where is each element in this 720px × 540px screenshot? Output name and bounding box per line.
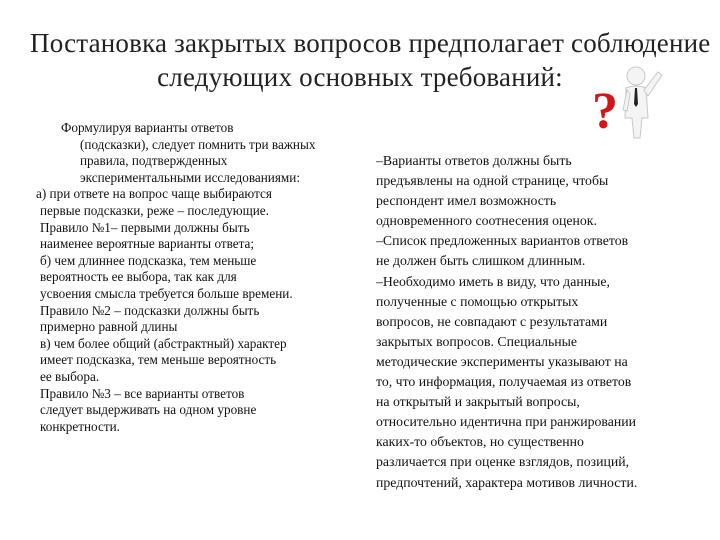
slide-title-line-1: Постановка закрытых вопросов предполагает соблюдение xyxy=(30,28,711,58)
right-line: –Варианты ответов должны быть xyxy=(376,153,572,168)
left-line: имеет подсказка, тем меньше вероятность xyxy=(40,352,277,368)
left-line: в) чем более общий (абстрактный) характер xyxy=(40,335,287,351)
left-column-text xyxy=(36,120,358,435)
left-line: конкретности. xyxy=(40,418,120,434)
right-line: одновременного соотнесения оценок. xyxy=(376,213,597,229)
right-line: предъявлены на одной странице, чтобы xyxy=(376,173,609,189)
left-line: б) чем длиннее подсказка, тем меньше xyxy=(40,252,257,268)
left-line: примерно равной длины xyxy=(40,319,178,335)
right-line: не должен быть слишком длинным. xyxy=(376,253,586,269)
right-line: закрытых вопросов. Специальные xyxy=(376,333,578,349)
left-line: Правило №1– первыми должны быть xyxy=(40,219,250,235)
left-line: экспериментальными исследованиями: xyxy=(80,169,300,185)
person-figure xyxy=(623,67,662,138)
right-line: полученные с помощью открытых xyxy=(376,293,579,309)
right-line: –Список предложенных вариантов ответов xyxy=(376,233,629,249)
left-line: вероятность ее выбора, так как для xyxy=(40,269,237,285)
left-line: (подсказки), следует помнить три важных xyxy=(80,136,316,152)
left-line: Правило №2 – подсказки должны быть xyxy=(40,302,260,318)
right-line: методические эксперименты указывают на xyxy=(376,353,628,369)
person-question-mark-icon xyxy=(590,58,668,140)
left-line: первые подсказки, реже – последующие. xyxy=(40,202,269,218)
left-line: наименее вероятные варианты ответа; xyxy=(40,236,255,252)
right-line: вопросов, не совпадают с результатами xyxy=(376,313,608,329)
right-line: различается при оценке взглядов, позиций, xyxy=(376,454,630,470)
right-column-text xyxy=(376,151,696,493)
left-line: Правило №3 – все варианты ответов xyxy=(40,385,245,401)
left-line: следует выдерживать на одном уровне xyxy=(40,402,257,418)
right-line: то, что информация, получаемая из ответов xyxy=(376,374,632,390)
right-line: предпочтений, характера мотивов личности. xyxy=(376,474,638,490)
right-line: респондент имел возможность xyxy=(376,193,557,209)
left-line: ее выбора. xyxy=(40,368,100,384)
right-line: –Необходимо иметь в виду, что данные, xyxy=(376,273,610,289)
left-line: а) при ответе на вопрос чаще выбираются xyxy=(36,186,272,202)
slide-title-line-2: следующих основных требований: xyxy=(157,62,563,92)
left-line: Формулируя варианты ответов xyxy=(61,120,234,135)
left-line: усвоения смысла требуется больше времени. xyxy=(40,285,293,301)
question-mark-glyph: ? xyxy=(592,83,618,140)
right-line: на открытый и закрытый вопросы, xyxy=(376,394,580,410)
right-line: относительно идентична при ранжировании xyxy=(376,414,636,430)
left-line: правила, подтвержденных xyxy=(80,153,228,169)
right-line: каких-то объектов, но существенно xyxy=(376,434,584,450)
